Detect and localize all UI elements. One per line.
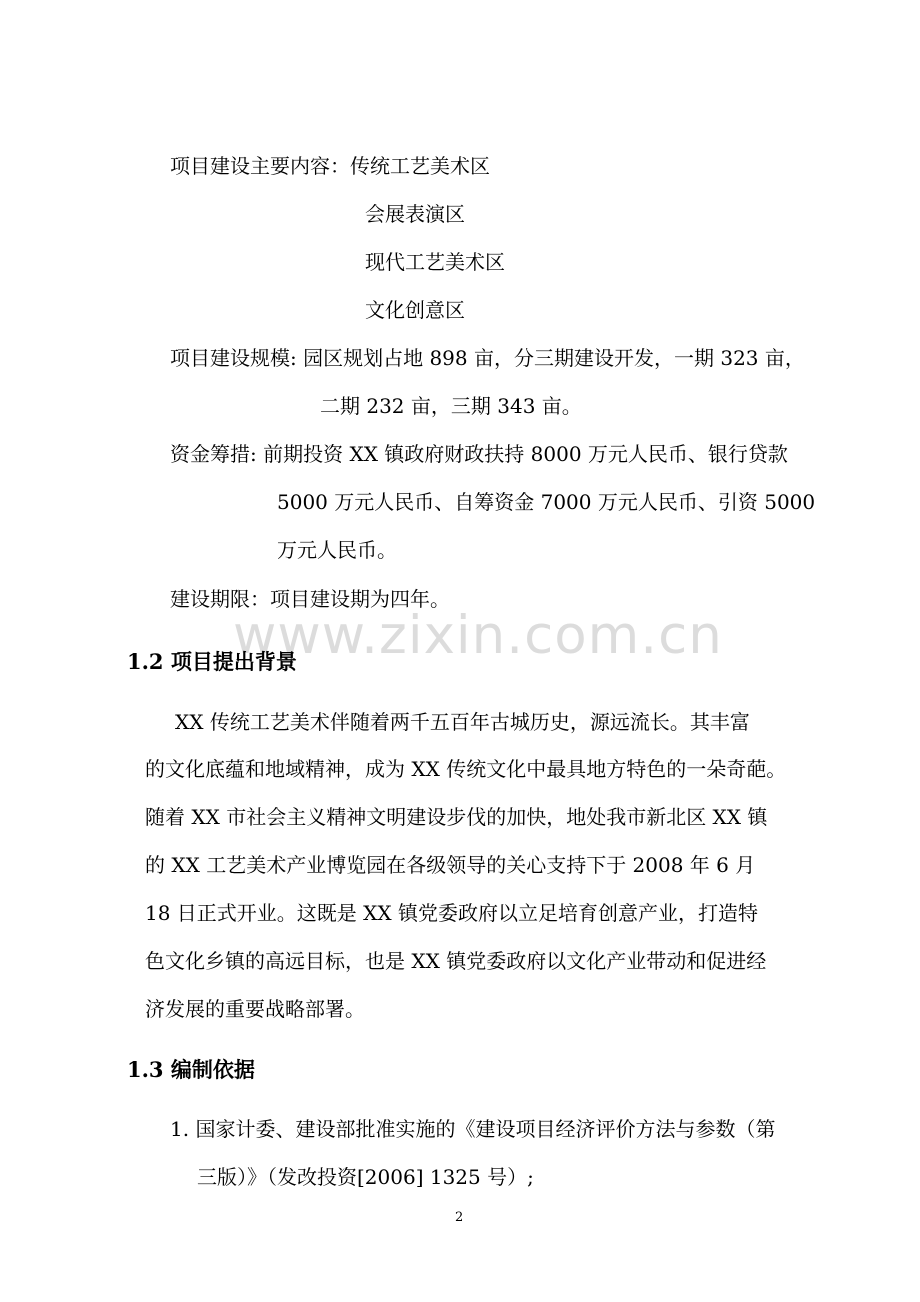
section-1-3-heading: 1.3 编制依据 bbox=[127, 1057, 255, 1082]
content-line-4: 文化创意区 bbox=[365, 298, 465, 322]
funding-line-1: 资金筹措: 前期投资 XX 镇政府财政扶持 8000 万元人民币、银行贷款 bbox=[170, 442, 788, 466]
paragraph-line-1: XX 传统工艺美术伴随着两千五百年古城历史，源远流长。其丰富 bbox=[175, 710, 750, 734]
basis-item-1-line-1: 1. 国家计委、建设部批准实施的《建设项目经济评价方法与参数（第 bbox=[170, 1117, 776, 1141]
funding-line-3: 万元人民币。 bbox=[277, 538, 397, 562]
funding-line-2: 5000 万元人民币、自筹资金 7000 万元人民币、引资 5000 bbox=[277, 490, 816, 514]
content-line-2: 会展表演区 bbox=[365, 202, 465, 226]
section-1-2-heading: 1.2 项目提出背景 bbox=[127, 649, 297, 674]
paragraph-line-4: 的 XX 工艺美术产业博览园在各级领导的关心支持下于 2008 年 6 月 bbox=[145, 853, 756, 877]
scale-line-2: 二期 232 亩，三期 343 亩。 bbox=[320, 394, 582, 418]
page-number: 2 bbox=[455, 1210, 464, 1225]
paragraph-line-7: 济发展的重要战略部署。 bbox=[145, 997, 365, 1021]
paragraph-line-3: 随着 XX 市社会主义精神文明建设步伐的加快，地处我市新北区 XX 镇 bbox=[145, 805, 768, 829]
period-line: 建设期限：项目建设期为四年。 bbox=[170, 587, 450, 611]
paragraph-line-2: 的文化底蕴和地域精神，成为 XX 传统文化中最具地方特色的一朵奇葩。 bbox=[145, 757, 787, 781]
content-line-1: 项目建设主要内容：传统工艺美术区 bbox=[170, 154, 490, 178]
scale-line-1: 项目建设规模: 园区规划占地 898 亩，分三期建设开发，一期 323 亩， bbox=[170, 346, 805, 370]
basis-item-1-line-2: 三版）》（发改投资[2006] 1325 号）; bbox=[197, 1165, 534, 1189]
paragraph-line-6: 色文化乡镇的高远目标，也是 XX 镇党委政府以文化产业带动和促进经 bbox=[145, 949, 767, 973]
content-line-3: 现代工艺美术区 bbox=[365, 250, 505, 274]
watermark: www.zixin.com.cn bbox=[233, 605, 723, 666]
paragraph-line-5: 18 日正式开业。这既是 XX 镇党委政府以立足培育创意产业，打造特 bbox=[145, 901, 758, 925]
